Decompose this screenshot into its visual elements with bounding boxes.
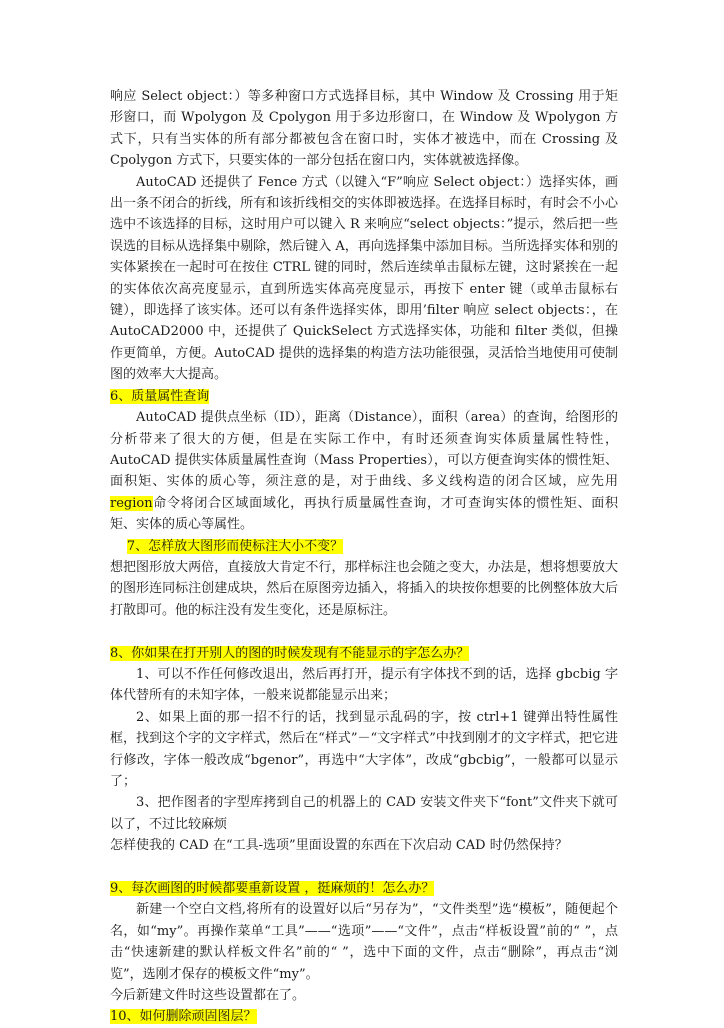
- blank-line: [110, 857, 618, 878]
- heading-6-text: 6、质量属性查询: [110, 388, 210, 404]
- heading-8: [110, 643, 618, 664]
- paragraph-font-tip-1: 1、可以不作任何修改退出，然后再打开，提示有字体找不到的话，选择 gbcbig 字体代替所有的未知字体，一般来说都能显示出来；: [110, 666, 618, 704]
- paragraph-scale-drawing: 想把图形放大两倍，直接放大肯定不行，那样标注也会随之变大，办法是，想将想要放大的图形连同标注创建成块，然后在原图旁边插入，将插入的块按你想要的比例整体放大后打散即可。他的标注没有发生变化，还是原标注。: [110, 559, 618, 618]
- blank-line: [110, 621, 618, 642]
- paragraph-mass-properties: [110, 407, 618, 535]
- paragraph-mass-properties-part1: AutoCAD 提供点坐标（ID），距离（Distance），面积（area）的查询，给图形的分析带来了很大的方便，但是在实际工作中，有时还须查询实体质量属性特性，AutoCAD 提供实体质量属性查询（Mass Properties），可以方便查询实体的惯性矩、面积矩、实体的质心等，须注意的是，对于曲线、多义线构造的闭合区域，应先用: [110, 410, 618, 490]
- heading-9: [110, 878, 618, 899]
- paragraph-options-question: 怎样使我的 CAD 在“工具-选项”里面设置的东西在下次启动 CAD 时仍然保持？: [110, 838, 568, 854]
- paragraph-mass-properties-part2: 命令将闭合区域面域化，再执行质量属性查询，才可查询实体的惯性矩、面积矩、实体的质心等属性。: [110, 495, 618, 533]
- heading-7-text: 7、怎样放大图形而使标注大小不变？: [126, 538, 344, 554]
- heading-9-text: 9、每次画图的时候都要重新设置 ，挺麻烦的！怎么办？: [110, 881, 435, 896]
- highlighted-word-region: region: [110, 495, 153, 511]
- paragraph-window-crossing: 响应 Select object：）等多种窗口方式选择目标，其中 Window 及 Crossing 用于矩形窗口，而 Wpolygon 及 Cpolygon 用于多边形窗口，在 Window 及 Wpolygon 方式下，只有当实体的所有部分都被包含在窗口时，实体才被选中，而在 Crossing 及 Cpolygon 方式下，只要实体的一部分包括在窗口内，实体就被选择像。: [110, 89, 618, 169]
- heading-6: [110, 386, 618, 407]
- document-body: [110, 86, 618, 1028]
- heading-7: [110, 536, 618, 557]
- paragraph-settings-kept: 今后新建文件时这些设置都在了。: [110, 988, 306, 1004]
- heading-8-text: 8、你如果在打开别人的图的时候发现有不能显示的字怎么办？: [110, 645, 470, 661]
- heading-10: [110, 1006, 618, 1027]
- paragraph-fence-selection: AutoCAD 还提供了 Fence 方式（以键入“F”响应 Select object：）选择实体，画出一条不闭合的折线，所有和该折线相交的实体即被选择。在选择目标时，有时会不小心选中不该选择的目标，这时用户可以键入 R 来响应“select objects：”提示，然后把一些误选的目标从选择集中剔除，然后键入 A，再向选择集中添加目标。当所选择实体和别的实体紧挨在一起时可在按住 CTRL 键的同时，然后连续单击鼠标左键，这时紧挨在一起的实体依次高亮度显示，直到所选实体高亮度显示，再按下 enter 键（或单击鼠标右键），即选择了该实体。还可以有条件选择实体，即用’filter 响应 select objects：，在 AutoCAD2000 中，还提供了 QuickSelect 方式选择实体，功能和 filter 类似，但操作更简单，方便。AutoCAD 提供的选择集的构造方法功能很强，灵活恰当地使用可使制图的效率大大提高。: [110, 174, 618, 383]
- paragraph-font-tip-2: 2、如果上面的那一招不行的话，找到显示乱码的字，按 ctrl+1 键弹出特性属性框，找到这个字的文字样式，然后在“样式”－“文字样式”中找到刚才的文字样式，把它进行修改，字体一般改成“bgenor”，再选中“大字体”，改成“gbcbig”，一般都可以显示了；: [110, 709, 618, 789]
- paragraph-template-setup: 新建一个空白文档,将所有的设置好以后“另存为”，“文件类型”选“模板”，随便起个名，如“my”。再操作菜单“工具”——“选项”——“文件”，点击“样板设置”前的“ ”，点击“快速新建的默认样板文件名”前的“ ”，选中下面的文件，点击“删除”，再点击“浏览”，选刚才保存的模板文件“my”。: [110, 902, 618, 982]
- paragraph-font-tip-3: 3、把作图者的字型库拷到自己的机器上的 CAD 安装文件夹下“font”文件夹下就可以了，不过比较麻烦: [110, 795, 618, 832]
- heading-10-text: 10、如何删除顽固图层？: [110, 1009, 257, 1025]
